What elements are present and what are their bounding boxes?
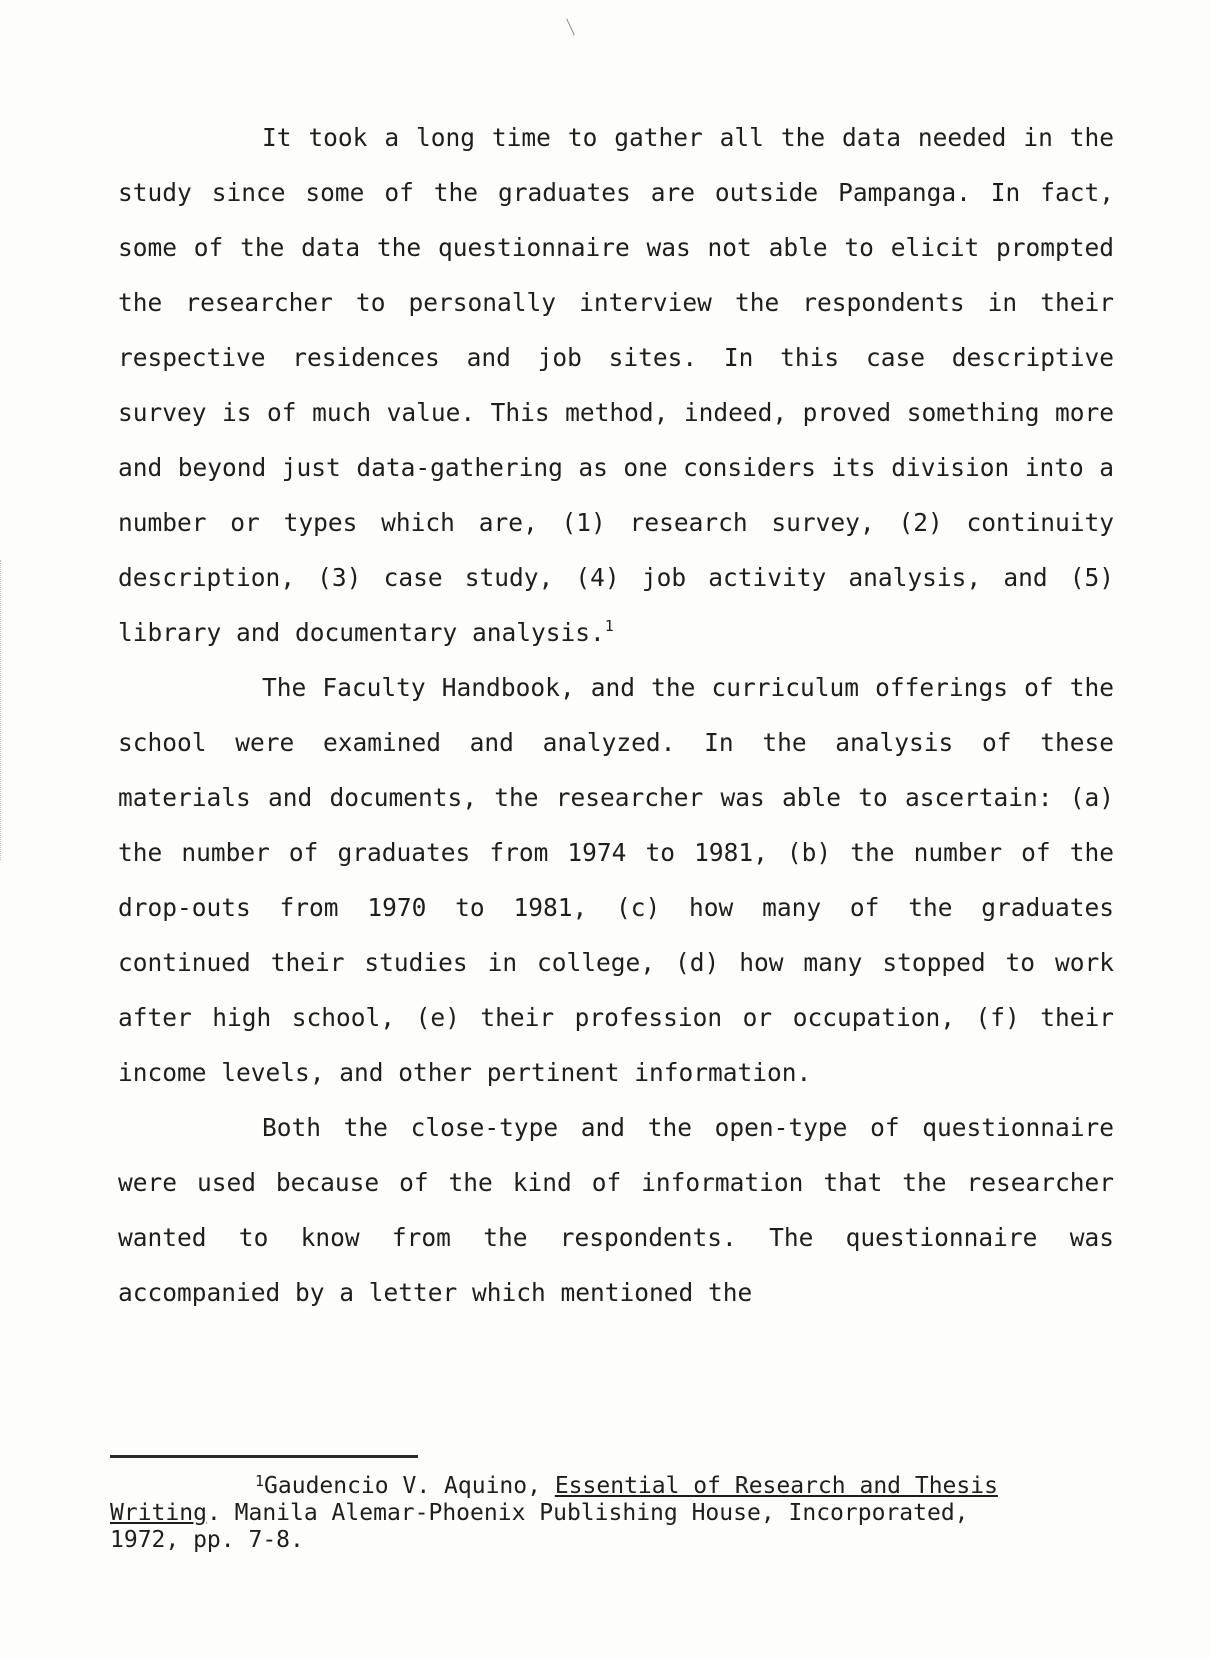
footnote-line xyxy=(110,1473,1010,1554)
scan-edge-dots xyxy=(0,560,7,860)
paragraph-1 xyxy=(118,110,1114,660)
footnote-rule xyxy=(110,1455,418,1458)
paragraph-1-text: It took a long time to gather all the data needed in the study since some of the graduates are outside Pampanga. In fact, some of the data the questionnaire was not able to elicit prompted the researcher to personally interview the respondents in their respective residences and job sites. In this case descriptive survey is of much value. This method, indeed, proved something more and beyond just data-gathering as one considers its division into a number or types which are, (1) research survey, (2) continuity description, (3) case study, (4) job activity analysis, and (5) library and documentary analysis. xyxy=(118,123,1114,647)
paragraph-3-text: Both the close-type and the open-type of questionnaire were used because of the kind of information that the researcher wanted to know from the respondents. The questionnaire was accompanied by a letter which mentioned the xyxy=(118,1113,1114,1307)
scan-mark xyxy=(566,19,575,36)
footnote-ref: 1 xyxy=(604,617,614,635)
footnote xyxy=(110,1473,1010,1554)
body-text xyxy=(118,110,1114,1320)
footnote-marker: 1 xyxy=(255,1472,265,1490)
paragraph-2 xyxy=(118,660,1114,1100)
paragraph-2-text: The Faculty Handbook, and the curriculum offerings of the school were examined and analyzed. In the analysis of these materials and documents, the researcher was able to ascertain: (a) the number of graduates from 1974 to 1981, (b) the number of the drop-outs from 1970 to 1981, (c) how many of the graduates continued their studies in college, (d) how many stopped to work after high school, (e) their profession or occupation, (f) their income levels, and other pertinent information. xyxy=(118,673,1114,1087)
footnote-title: Essential of Research and Thesis Writing xyxy=(110,1473,998,1526)
footnote-author: Gaudencio V. Aquino, xyxy=(264,1473,555,1499)
footnote-publisher: . Manila Alemar-Phoenix Publishing House, Incorporated, 1972, pp. 7-8. xyxy=(110,1500,969,1553)
paragraph-3 xyxy=(118,1100,1114,1320)
